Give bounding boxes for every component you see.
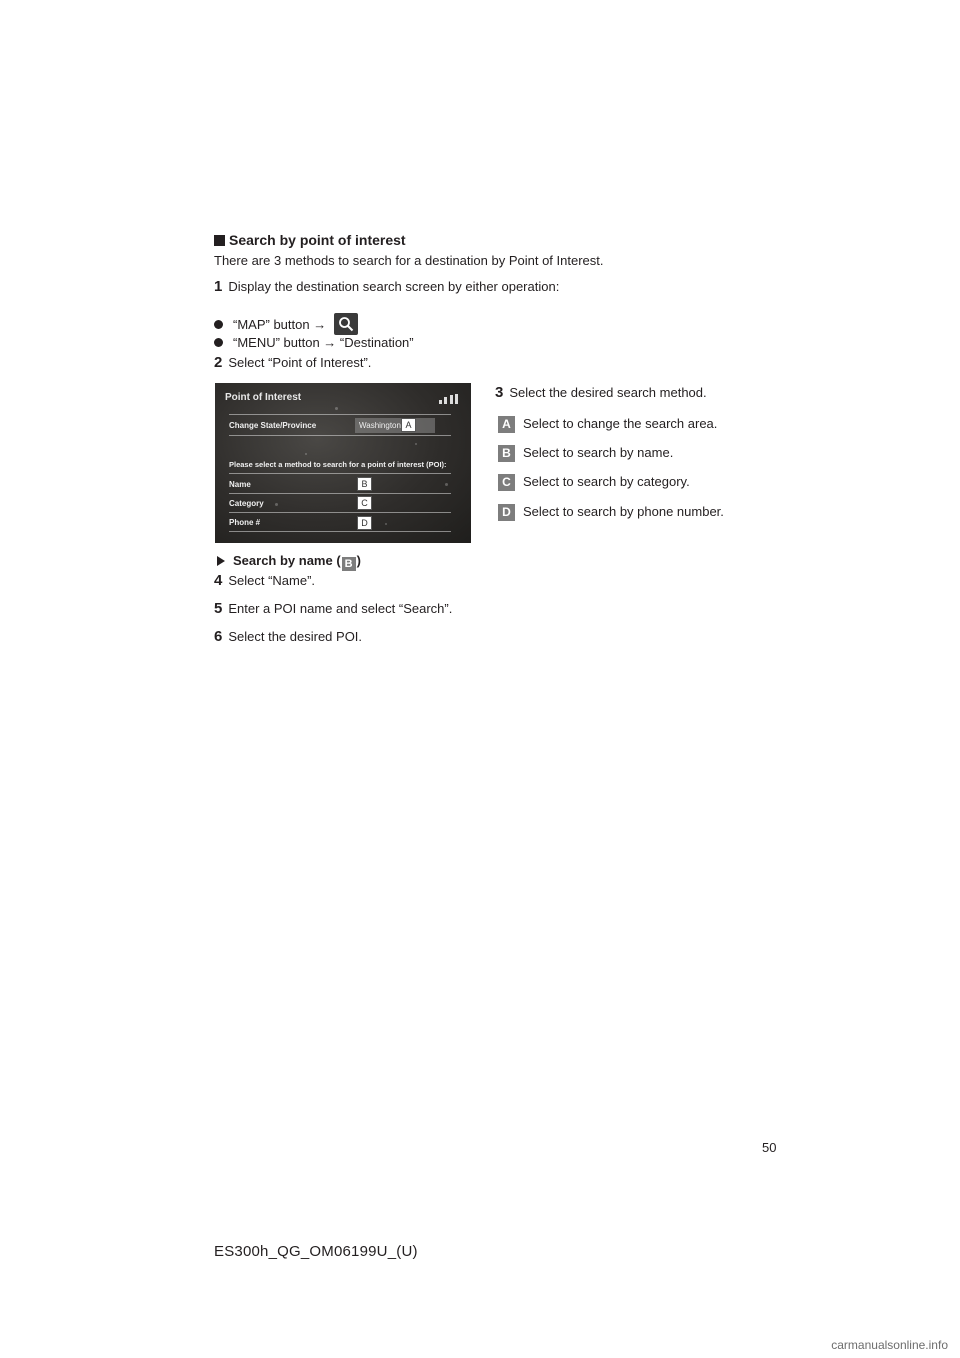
bullet-text: “MENU” button → “Destination” [233,335,414,350]
step-2 [214,355,371,371]
badge-d: D [498,504,515,521]
page-number: 50 [762,1140,777,1155]
state-value[interactable]: Washington [355,418,435,433]
step-1 [214,279,559,295]
step-number: 5 [214,600,223,617]
legend-c-text: Select to search by category. [523,474,690,489]
divider [229,493,451,494]
change-state-row[interactable]: Change State/Province [229,421,317,430]
step-text: Select “Name”. [228,573,316,588]
step-number: 2 [214,354,223,371]
badge-c: C [498,474,515,491]
legend-d-text: Select to search by phone number. [523,504,724,519]
legend-a [498,415,515,433]
legend-b [498,444,515,462]
callout-c: C [357,496,372,510]
step-text: Select “Point of Interest”. [228,355,372,370]
legend-a-text: Select to change the search area. [523,416,718,431]
bullet-menu-button [214,335,414,351]
bullet-map-button [214,313,358,335]
legend-d [498,503,515,521]
step-number: 3 [495,384,504,401]
badge-b-inline: B [342,557,356,571]
category-row[interactable]: Category [229,499,264,508]
round-bullet-icon [214,338,223,347]
step-number: 4 [214,572,223,589]
signal-icon [439,394,459,404]
subheading-prefix: Search by name ( [233,553,341,568]
section-heading [214,232,406,248]
divider [229,435,451,436]
divider [229,473,451,474]
step-4 [214,573,315,589]
callout-a: A [401,418,416,432]
divider [229,414,451,415]
callout-d: D [357,516,372,530]
step-3 [495,385,707,401]
document-footer: ES300h_QG_OM06199U_(U) [214,1243,418,1260]
step-text: Display the destination search screen by either operation: [228,279,560,294]
step-number: 1 [214,278,223,295]
step-number: 6 [214,628,223,645]
step-text: Select the desired search method. [509,385,707,400]
step-5 [214,601,452,617]
callout-b: B [357,477,372,491]
section-title: Search by point of interest [229,232,406,248]
phone-row[interactable]: Phone # [229,518,261,527]
subheading-search-by-name [217,553,361,571]
legend-b-text: Select to search by name. [523,445,674,460]
step-text: Enter a POI name and select “Search”. [228,601,453,616]
bullet-text: “MAP” button → [233,317,327,332]
subheading-suffix: ) [356,553,361,568]
watermark: carmanualsonline.info [831,1338,948,1352]
triangle-arrow-icon [217,556,225,566]
screen-title: Point of Interest [225,392,302,403]
badge-b: B [498,445,515,462]
name-row[interactable]: Name [229,480,251,489]
round-bullet-icon [214,320,223,329]
poi-screen-image [215,383,471,543]
step-text: Select the desired POI. [228,629,363,644]
square-bullet-icon [214,235,225,246]
divider [229,512,451,513]
badge-a: A [498,416,515,433]
section-intro: There are 3 methods to search for a destination by Point of Interest. [214,253,604,268]
screen-prompt: Please select a method to search for a point of interest (POI): [229,460,447,469]
legend-c [498,473,515,491]
divider [229,531,451,532]
step-6 [214,629,362,645]
search-icon [334,313,358,335]
